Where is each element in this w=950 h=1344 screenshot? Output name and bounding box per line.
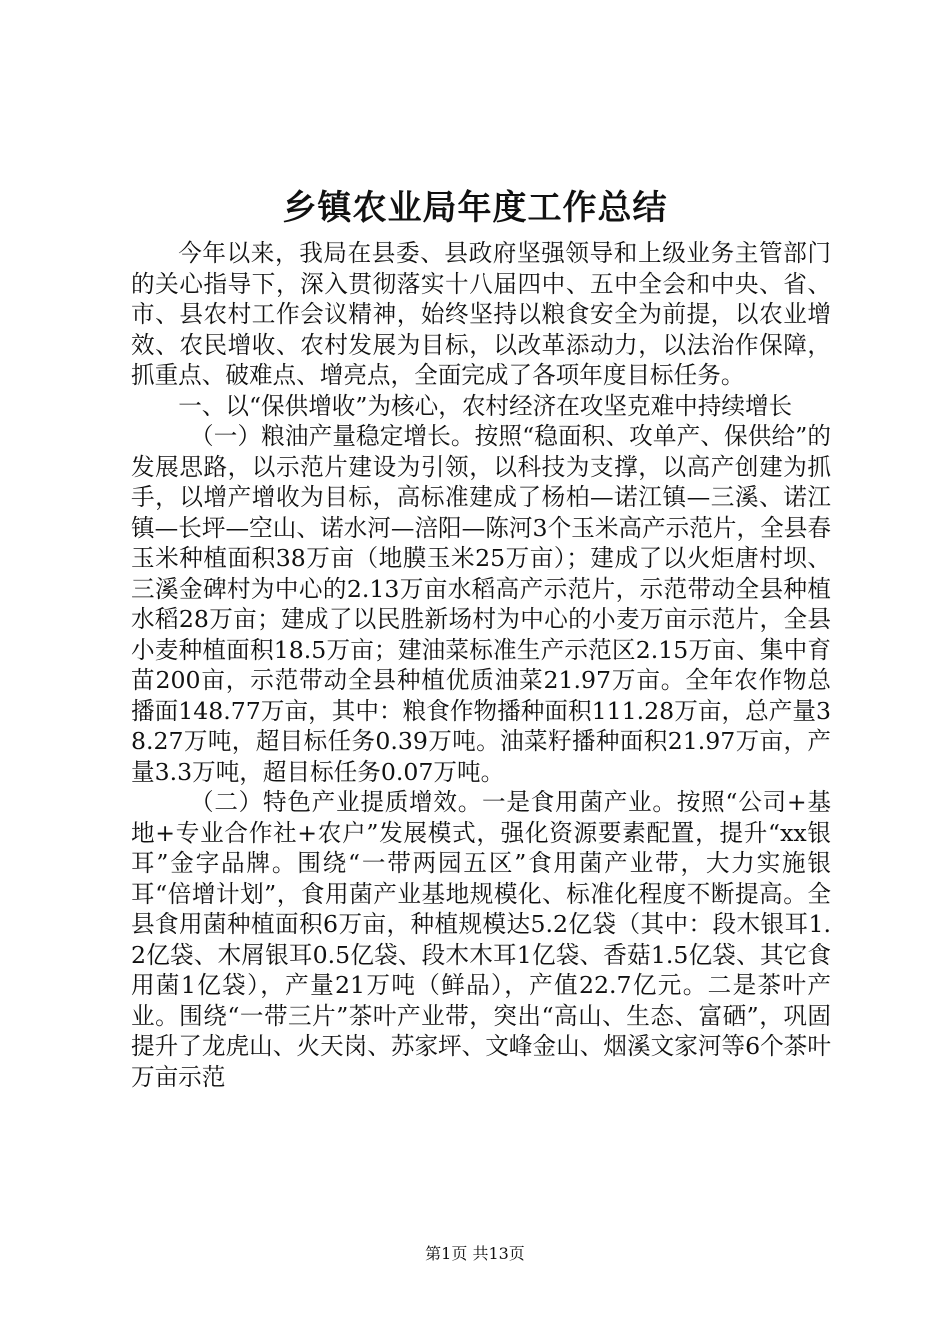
document-body [131,238,831,1092]
intro-paragraph: 今年以来，我局在县委、县政府坚强领导和上级业务主管部门的关心指导下，深入贯彻落实十八届四中、五中全会和中央、省、市、县农村工作会议精神，始终坚持以粮食安全为前提，以农业增效、农民增收、农村发展为目标，以改革添动力，以法治作保障，抓重点、破难点、增亮点，全面完成了各项年度目标任务。 [131,239,831,389]
section-heading: 一、以“保供增收”为核心，农村经济在攻坚克难中持续增长 [178,391,793,420]
grain-oil-paragraph: （一）粮油产量稳定增长。按照“稳面积、攻单产、保供给”的发展思路，以示范片建设为引领，以科技为支撑，以高产创建为抓手，以增产增收为目标，高标准建成了杨柏—诺江镇—三溪、诺江镇—长坪—空山、诺水河—涪阳—陈河3个玉米高产示范片，全县春玉米种植面积38万亩（地膜玉米25万亩）；建成了以火炬唐村坝、三溪金碑村为中心的2.13万亩水稻高产示范片，示范带动全县种植水稻28万亩；建成了以民胜新场村为中心的小麦万亩示范片，全县小麦种植面积18.5万亩；建油菜标准生产示范区2.15万亩、集中育苗200亩，示范带动全县种植优质油菜21.97万亩。全年农作物总播面148.77万亩，其中：粮食作物播种面积111.28万亩，总产量38.27万吨，超目标任务0.39万吨。油菜籽播种面积21.97万亩，产量3.3万吨，超目标任务0.07万吨。 [131,422,831,786]
document-title: 乡镇农业局年度工作总结 [282,188,668,228]
page-footer: 第1页 共13页 [425,1244,525,1263]
specialty-industry-paragraph: （二）特色产业提质增效。一是食用菌产业。按照“公司+基地+专业合作社+农户”发展模式，强化资源要素配置，提升“xx银耳”金字品牌。围绕“一带两园五区”食用菌产业带，大力实施银耳“倍增计划”，食用菌产业基地规模化、标准化程度不断提高。全县食用菌种植面积6万亩，种植规模达5.2亿袋（其中：段木银耳1.2亿袋、木屑银耳0.5亿袋、段木木耳1亿袋、香菇1.5亿袋、其它食用菌1亿袋），产量21万吨（鲜品），产值22.7亿元。二是茶叶产业。围绕“一带三片”茶叶产业带，突出“高山、生态、富硒”，巩固提升了龙虎山、火天岗、苏家坪、文峰金山、烟溪文家河等6个茶叶万亩示范 [131,788,831,1091]
